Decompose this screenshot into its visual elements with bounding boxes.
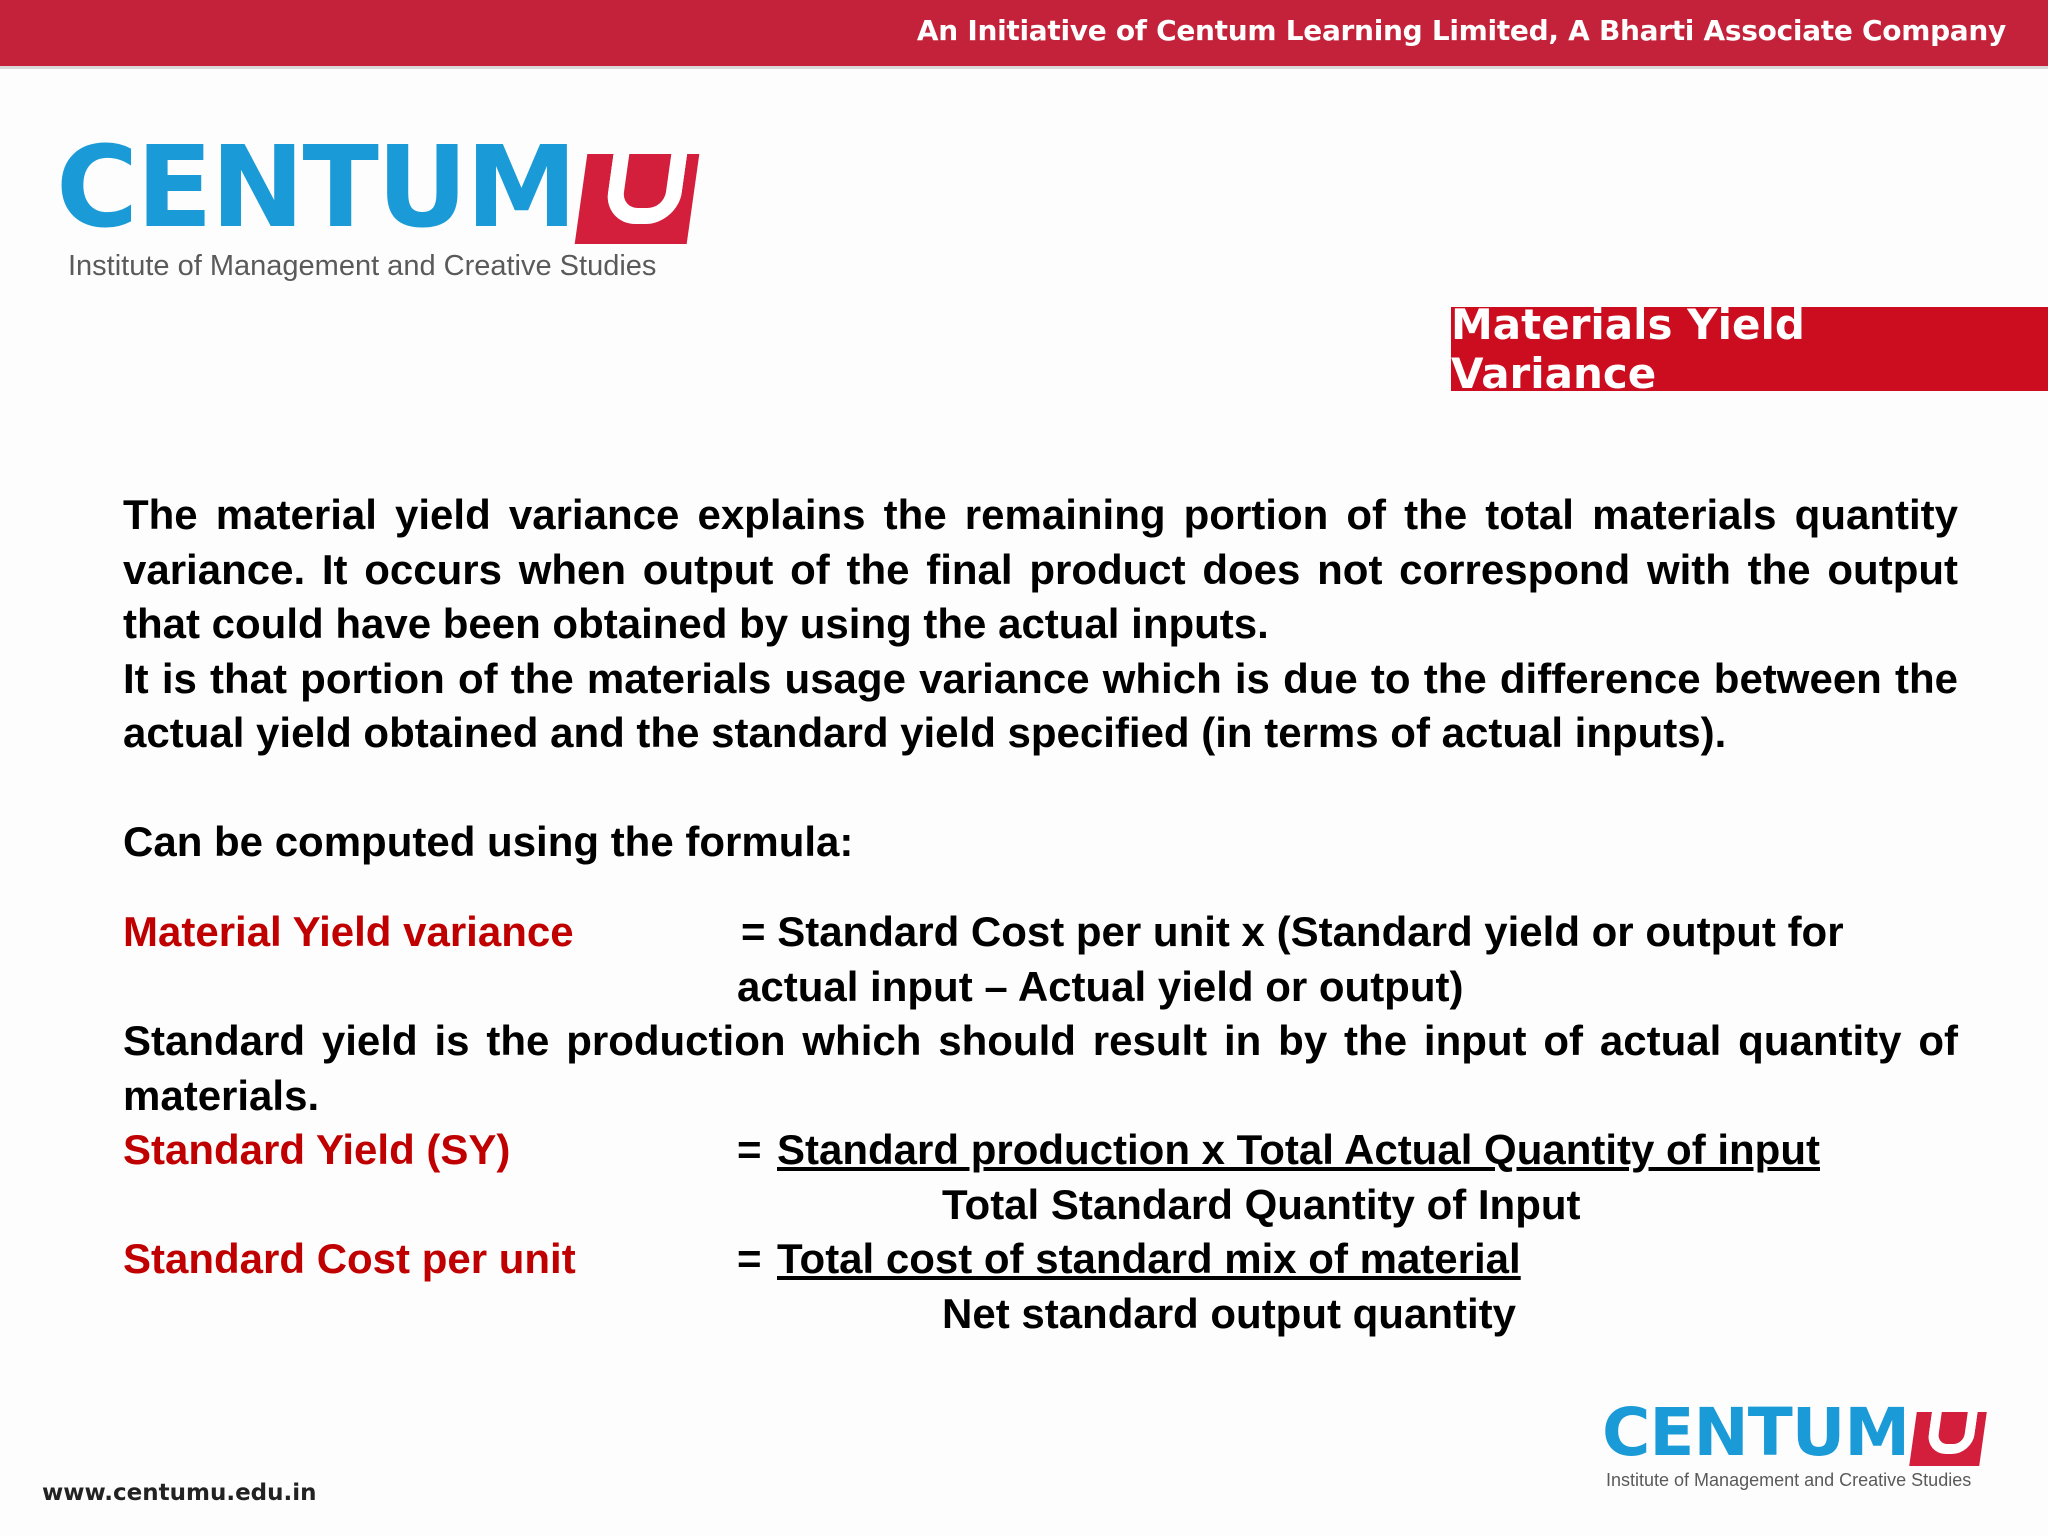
header-tagline: An Initiative of Centum Learning Limited, A Bharti Associate Company: [916, 14, 2006, 47]
footer-url: www.centumu.edu.in: [42, 1480, 317, 1506]
myv-label: Material Yield variance: [123, 908, 574, 955]
centum-logo-footer: [1602, 1394, 1983, 1491]
logo-wordmark: [56, 123, 693, 253]
myv-formula-line1: = Standard Cost per unit x (Standard yield or output for: [741, 908, 1844, 955]
sy-denominator-row: [123, 1178, 1958, 1233]
header-bar: [0, 0, 2048, 69]
scpu-denominator: Net standard output quantity: [942, 1289, 1516, 1337]
logo-wordmark-footer: [1602, 1394, 1983, 1471]
sy-label: Standard Yield (SY): [123, 1126, 511, 1173]
sy-denominator: Total Standard Quantity of Input: [942, 1180, 1581, 1228]
paragraph-definition: The material yield variance explains the remaining portion of the total materials quantity variance. It occurs when output of the final product does not correspond with the output that could have been obtained by using the actual inputs.: [123, 491, 1958, 647]
sy-numerator: Standard production x Total Actual Quantity of input: [777, 1126, 1820, 1173]
logo-brand-text: CENTUM: [56, 123, 576, 253]
scpu-label: Standard Cost per unit: [123, 1235, 576, 1282]
myv-row-1: [123, 905, 1958, 960]
scpu-equals: =: [737, 1235, 762, 1282]
slide-body: [123, 488, 1958, 1341]
myv-row-2: [123, 960, 1958, 1015]
sy-definition: Standard yield is the production which should result in by the input of actual quantity of materials.: [123, 1017, 1958, 1119]
scpu-denominator-row: [123, 1287, 1958, 1342]
slide-title: Materials Yield Variance: [1451, 307, 2048, 391]
logo-subtitle-footer: Institute of Management and Creative Studies: [1606, 1470, 1972, 1490]
paragraph-usage: It is that portion of the materials usage variance which is due to the difference between the actual yield obtained and the standard yield specified (in terms of actual inputs).: [123, 654, 1958, 756]
sy-equals: =: [737, 1126, 762, 1173]
sy-row: [123, 1123, 1958, 1178]
scpu-row: [123, 1232, 1958, 1287]
myv-formula-line2: actual input – Actual yield or output): [737, 962, 1464, 1010]
logo-u-icon-footer: [1926, 1412, 1978, 1454]
logo-u-mark: [575, 154, 700, 244]
scpu-numerator: Total cost of standard mix of material: [777, 1235, 1521, 1282]
logo-brand-text-footer: CENTUM: [1602, 1394, 1910, 1471]
logo-u-icon: [604, 154, 688, 224]
logo-subtitle: Institute of Management and Creative Studies: [68, 250, 657, 282]
logo-u-mark-footer: [1909, 1412, 1987, 1466]
formula-intro: Can be computed using the formula:: [123, 817, 854, 865]
centum-logo: [56, 123, 693, 283]
